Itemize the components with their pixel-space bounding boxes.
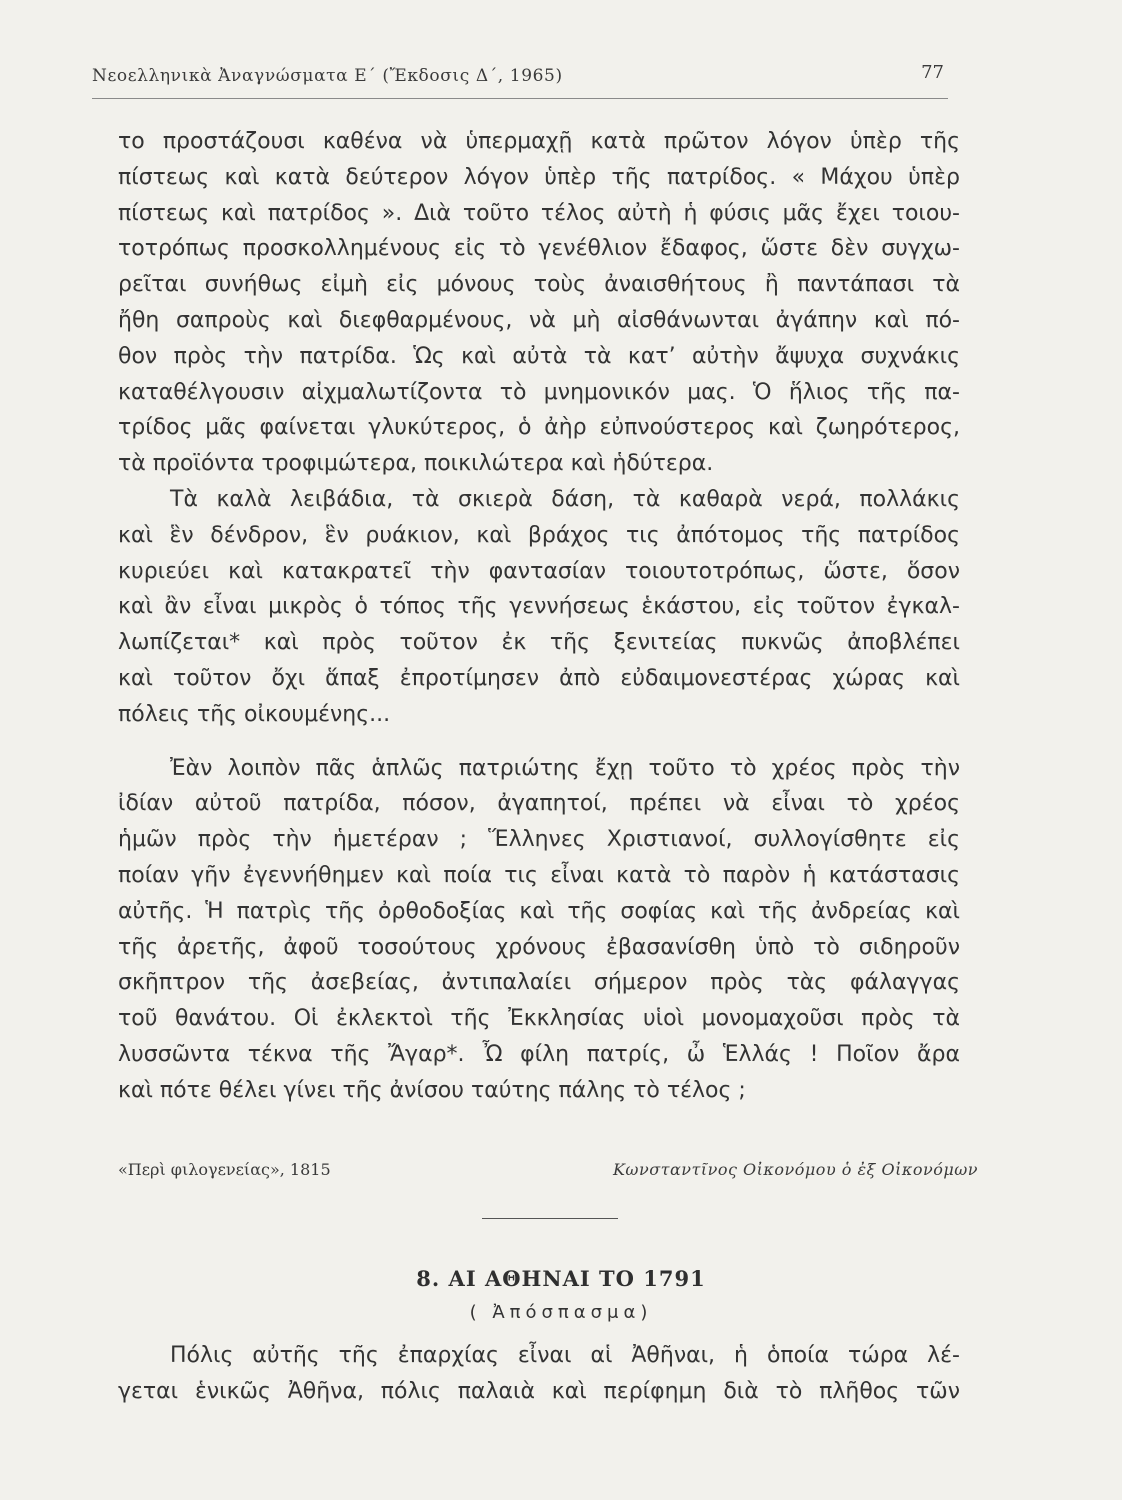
text-line: καὶ ἓν δένδρον, ἓν ρυάκιον, καὶ βράχος τις ἀπότομος τῆς πατρίδος xyxy=(118,522,960,548)
text-line: καὶ ἂν εἶναι μικρὸς ὁ τόπος τῆς γεννήσεως ἑκάστου, εἰς τοῦτον ἐγκαλ- xyxy=(118,594,960,620)
text-line: θον πρὸς τὴν πατρίδα. Ὡς καὶ αὐτὰ τὰ κατ’ αὐτὴν ἄψυχα συχνάκις xyxy=(118,343,960,369)
text-line: τὰ προϊόντα τροφιμώτερα, ποικιλώτερα καὶ ἡδύτερα. xyxy=(118,451,714,477)
text-line: τοῦ θανάτου. Οἱ ἐκλεκτοὶ τῆς Ἐκκλησίας υἱοὶ μονομαχοῦσι πρὸς τὰ xyxy=(118,1006,960,1032)
running-head xyxy=(92,62,948,99)
section-text xyxy=(118,1338,960,1410)
text-line: Ἐὰν λοιπὸν πᾶς ἁπλῶς πατριώτης ἔχῃ τοῦτο τὸ χρέος πρὸς τὴν xyxy=(170,755,960,781)
text-line: ποίαν γῆν ἐγεννήθημεν καὶ ποία τις εἶναι κατὰ τὸ παρὸν ἡ κατάστασις xyxy=(118,862,960,888)
text-line: λωπίζεται* καὶ πρὸς τοῦτον ἐκ τῆς ξενιτείας πυκνῶς ἀποβλέπει xyxy=(118,630,960,656)
text-line: κυριεύει καὶ κατακρατεῖ τὴν φαντασίαν τοιουτοτρόπως, ὥστε, ὅσον xyxy=(118,558,960,584)
text-line: ἡμῶν πρὸς τὴν ἡμετέραν ; Ἕλληνες Χριστιανοί, συλλογίσθητε εἰς xyxy=(118,827,960,853)
text-line: τοτρόπως προσκολλημένους εἰς τὸ γενέθλιον ἔδαφος, ὥστε δὲν συγχω- xyxy=(118,236,960,262)
text-line: ρεῖται συνήθως εἰμὴ εἰς μόνους τοὺς ἀναισθήτους ἢ παντάπασι τὰ xyxy=(118,272,960,298)
source-citation: «Περὶ φιλογενείας», 1815 xyxy=(118,1160,331,1179)
text-line: ἰδίαν αὐτοῦ πατρίδα, πόσον, ἀγαπητοί, πρέπει νὰ εἶναι τὸ χρέος xyxy=(118,791,960,817)
paragraph-1 xyxy=(118,124,960,482)
text-line: Τὰ καλὰ λειβάδια, τὰ σκιερὰ δάση, τὰ καθαρὰ νερά, πολλάκις xyxy=(170,486,960,512)
text-line: το προστάζουσι καθένα νὰ ὑπερμαχῇ κατὰ πρῶτον λόγον ὑπὲρ τῆς xyxy=(118,129,960,154)
paragraph-3 xyxy=(118,751,960,1109)
author-name: Κωνσταντῖνος Οἰκονόμου ὁ ἐξ Οἰκονόμων xyxy=(612,1160,978,1179)
text-line: τρίδος μᾶς φαίνεται γλυκύτερος, ὁ ἀὴρ εὐπνούστερος καὶ ζωηρότερος, xyxy=(118,415,960,441)
paragraph-2 xyxy=(118,482,960,733)
text-line: σκῆπτρον τῆς ἀσεβείας, ἀντιπαλαίει σήμερον πρὸς τὰς φάλαγγας xyxy=(118,970,960,996)
running-title: Νεοελληνικὰ Ἀναγνώσματα Ε΄ (Ἔκδοσις Δ΄, 1965) xyxy=(92,66,563,86)
page-number: 77 xyxy=(921,62,944,83)
text-line: ἤθη σαπροὺς καὶ διεφθαρμένους, νὰ μὴ αἰσθάνωνται ἀγάπην καὶ πό- xyxy=(118,307,960,333)
text-line: Πόλις αὐτῆς τῆς ἐπαρχίας εἶναι αἱ Ἀθῆναι, ἡ ὁποία τώρα λέ- xyxy=(170,1343,960,1368)
text-line: αὐτῆς. Ἡ πατρὶς τῆς ὀρθοδοξίας καὶ τῆς σοφίας καὶ τῆς ἀνδρείας καὶ xyxy=(118,898,960,924)
text-line: καταθέλγουσιν αἰχμαλωτίζοντα τὸ μνημονικόν μας. Ὁ ἥλιος τῆς πα- xyxy=(118,379,960,405)
text-line: καὶ πότε θέλει γίνει τῆς ἀνίσου ταύτης πάλης τὸ τέλος ; xyxy=(118,1077,746,1103)
main-text xyxy=(118,124,960,1109)
attribution xyxy=(118,1160,978,1190)
text-line: τῆς ἀρετῆς, ἀφοῦ τοσούτους χρόνους ἐβασανίσθη ὑπὸ τὸ σιδηροῦν xyxy=(118,934,960,960)
text-line: γεται ἑνικῶς Ἀθῆνα, πόλις παλαιὰ καὶ περίφημη διὰ τὸ πλῆθος τῶν xyxy=(118,1378,960,1404)
text-line: πίστεως καὶ κατὰ δεύτερον λόγον ὑπὲρ τῆς πατρίδος. « Μάχου ὑπὲρ xyxy=(118,164,960,190)
paragraph-gap xyxy=(118,733,960,751)
text-line: πίστεως καὶ πατρίδος ». Διὰ τοῦτο τέλος αὐτὴ ἡ φύσις μᾶς ἔχει τοιου- xyxy=(118,200,960,226)
section-subheading: ( Ἀπόσπασμα) xyxy=(469,1302,653,1323)
text-line: καὶ τοῦτον ὄχι ἅπαξ ἐπροτίμησεν ἀπὸ εὐδαιμονεστέρας χώρας καὶ xyxy=(118,665,960,691)
section-divider xyxy=(482,1218,618,1219)
text-line: λυσσῶντα τέκνα τῆς Ἄγαρ*. Ὦ φίλη πατρίς, ὦ Ἑλλάς ! Ποῖον ἄρα xyxy=(118,1041,960,1067)
section-heading: 8. ΑΙ ΑΘΗΝΑΙ ΤΟ 1791 xyxy=(416,1266,706,1291)
text-line: πόλεις τῆς οἰκουμένης... xyxy=(118,701,391,727)
